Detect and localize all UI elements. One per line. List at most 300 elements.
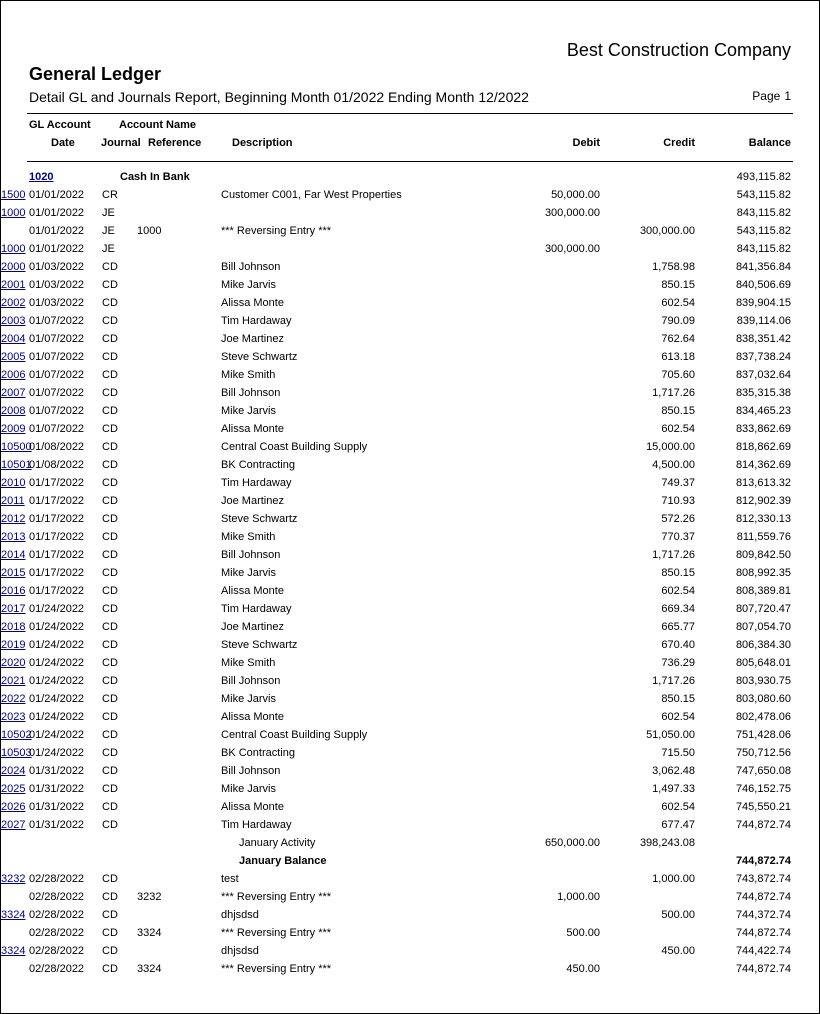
ledger-row xyxy=(1,963,819,981)
row-credit: 749.37 xyxy=(661,477,695,489)
row-balance: 839,114.06 xyxy=(736,315,791,327)
row-journal: JE xyxy=(102,243,115,255)
row-reference-link[interactable]: 2001 xyxy=(1,279,26,291)
col-header-account-name: Account Name xyxy=(119,119,197,131)
row-description: Alissa Monte xyxy=(221,801,284,813)
row-date: 01/17/2022 xyxy=(29,531,85,543)
row-journal: CD xyxy=(102,891,118,903)
row-date: 01/24/2022 xyxy=(29,621,85,633)
row-debit: 1,000.00 xyxy=(557,891,600,903)
row-credit: 15,000.00 xyxy=(646,441,695,453)
row-journal: CD xyxy=(102,675,118,687)
row-description: Bill Johnson xyxy=(221,387,281,399)
row-journal: CD xyxy=(102,801,118,813)
row-date: 01/08/2022 xyxy=(29,459,85,471)
row-credit: 736.29 xyxy=(661,657,695,669)
ledger-row xyxy=(1,585,819,603)
row-description: Mike Jarvis xyxy=(221,405,277,417)
header-divider-top xyxy=(27,113,793,114)
row-journal: JE xyxy=(102,225,115,237)
ledger-row xyxy=(1,783,819,801)
ledger-row xyxy=(1,675,819,693)
row-date: 01/07/2022 xyxy=(29,351,85,363)
row-credit: 770.37 xyxy=(661,531,695,543)
row-balance: 745,550.21 xyxy=(735,801,791,813)
row-journal: CD xyxy=(102,279,118,291)
row-credit: 613.18 xyxy=(661,351,695,363)
ledger-row xyxy=(1,243,819,261)
row-date: 01/03/2022 xyxy=(29,261,85,273)
row-date: 01/24/2022 xyxy=(29,675,85,687)
ledger-row xyxy=(1,441,819,459)
row-balance: 812,902.39 xyxy=(735,495,791,507)
ledger-row xyxy=(1,315,819,333)
row-credit: 572.26 xyxy=(661,513,695,525)
col-header-gl-account: GL Account xyxy=(29,119,91,131)
row-credit: 1,717.26 xyxy=(652,549,695,561)
row-date: 01/31/2022 xyxy=(29,801,85,813)
row-description: Joe Martinez xyxy=(221,333,284,345)
page-number: 1 xyxy=(784,89,791,103)
row-date: 01/17/2022 xyxy=(29,513,85,525)
january-activity-credit: 398,243.08 xyxy=(639,837,695,849)
row-debit: 300,000.00 xyxy=(544,207,600,219)
row-reference-link[interactable]: 2015 xyxy=(1,567,26,579)
ledger-row xyxy=(1,711,819,729)
row-credit: 850.15 xyxy=(661,405,695,417)
row-date: 01/17/2022 xyxy=(29,495,85,507)
row-date: 01/17/2022 xyxy=(29,567,85,579)
row-balance: 747,650.08 xyxy=(735,765,791,777)
row-debit: 450.00 xyxy=(566,963,600,975)
row-reference-link[interactable]: 2007 xyxy=(1,387,26,399)
row-balance: 802,478.06 xyxy=(735,711,791,723)
row-journal: CD xyxy=(102,621,118,633)
row-description: Mike Jarvis xyxy=(221,567,277,579)
row-date: 01/24/2022 xyxy=(29,657,85,669)
ledger-row xyxy=(1,909,819,927)
row-journal: CD xyxy=(102,585,118,597)
row-journal: CD xyxy=(102,423,118,435)
row-description: Tim Hardaway xyxy=(221,315,292,327)
january-activity-row xyxy=(1,837,819,855)
row-description: Steve Schwartz xyxy=(221,639,298,651)
row-reference-link[interactable]: 2012 xyxy=(1,513,26,525)
row-balance: 811,559.76 xyxy=(736,531,791,543)
account-number-link[interactable]: 1020 xyxy=(29,171,54,183)
row-credit: 300,000.00 xyxy=(639,225,695,237)
col-header-description: Description xyxy=(232,137,293,149)
ledger-row xyxy=(1,531,819,549)
row-description: Mike Smith xyxy=(221,657,276,669)
row-balance: 746,152.75 xyxy=(735,783,791,795)
row-balance: 744,872.74 xyxy=(735,927,791,939)
row-journal: CD xyxy=(102,477,118,489)
row-balance: 809,842.50 xyxy=(735,549,791,561)
row-reference: 1000 xyxy=(137,225,162,237)
row-reference-link[interactable]: 3324 xyxy=(1,909,26,921)
row-credit: 677.47 xyxy=(661,819,695,831)
row-debit: 300,000.00 xyxy=(544,243,600,255)
row-journal: CD xyxy=(102,783,118,795)
january-balance-row xyxy=(1,855,819,873)
row-date: 01/07/2022 xyxy=(29,387,85,399)
row-reference: 3324 xyxy=(137,963,162,975)
row-reference-link[interactable]: 2009 xyxy=(1,423,26,435)
ledger-row xyxy=(1,657,819,675)
row-debit: 500.00 xyxy=(566,927,600,939)
january-balance-value: 744,872.74 xyxy=(735,855,791,867)
row-reference-link[interactable]: 10502 xyxy=(1,729,32,741)
row-credit: 51,050.00 xyxy=(646,729,695,741)
ledger-row xyxy=(1,621,819,639)
row-date: 01/31/2022 xyxy=(29,765,85,777)
row-balance: 744,872.74 xyxy=(735,819,791,831)
row-credit: 602.54 xyxy=(661,297,695,309)
row-balance: 805,648.01 xyxy=(735,657,791,669)
report-title: General Ledger xyxy=(29,64,162,84)
ledger-row xyxy=(1,747,819,765)
ledger-row xyxy=(1,873,819,891)
row-reference-link[interactable]: 2025 xyxy=(1,783,26,795)
row-balance: 744,872.74 xyxy=(735,891,791,903)
row-description: Mike Jarvis xyxy=(221,279,277,291)
row-journal: CD xyxy=(102,333,118,345)
row-reference-link[interactable]: 2027 xyxy=(1,819,26,831)
row-reference: 3232 xyxy=(137,891,162,903)
row-journal: CD xyxy=(102,873,118,885)
row-date: 02/28/2022 xyxy=(29,927,85,939)
row-balance: 837,032.64 xyxy=(735,369,791,381)
row-reference-link[interactable]: 2014 xyxy=(1,549,26,561)
row-journal: CD xyxy=(102,639,118,651)
row-balance: 803,930.75 xyxy=(735,675,791,687)
row-credit: 850.15 xyxy=(661,279,695,291)
row-journal: CD xyxy=(102,387,118,399)
row-credit: 1,717.26 xyxy=(652,675,695,687)
ledger-row xyxy=(1,207,819,225)
row-date: 01/01/2022 xyxy=(29,225,85,237)
row-balance: 838,351.42 xyxy=(735,333,791,345)
row-description: Mike Smith xyxy=(221,369,276,381)
row-date: 01/03/2022 xyxy=(29,297,85,309)
row-credit: 715.50 xyxy=(661,747,695,759)
row-date: 01/31/2022 xyxy=(29,783,85,795)
row-date: 02/28/2022 xyxy=(29,909,85,921)
row-description: Mike Jarvis xyxy=(221,783,277,795)
row-date: 02/28/2022 xyxy=(29,963,85,975)
row-journal: CD xyxy=(102,567,118,579)
row-date: 01/01/2022 xyxy=(29,189,85,201)
row-credit: 710.93 xyxy=(661,495,695,507)
row-journal: CD xyxy=(102,819,118,831)
row-journal: CD xyxy=(102,657,118,669)
ledger-row xyxy=(1,423,819,441)
row-journal: CD xyxy=(102,729,118,741)
row-credit: 1,717.26 xyxy=(652,387,695,399)
row-description: BK Contracting xyxy=(221,747,295,759)
row-journal: CD xyxy=(102,747,118,759)
ledger-row xyxy=(1,513,819,531)
row-date: 01/24/2022 xyxy=(29,603,85,615)
row-reference-link[interactable]: 1000 xyxy=(1,243,26,255)
row-description: Bill Johnson xyxy=(221,765,281,777)
row-balance: 813,613.32 xyxy=(735,477,791,489)
row-description: Alissa Monte xyxy=(221,423,284,435)
row-reference-link[interactable]: 2024 xyxy=(1,765,26,777)
row-credit: 1,000.00 xyxy=(652,873,695,885)
row-date: 01/01/2022 xyxy=(29,207,85,219)
row-balance: 841,356.84 xyxy=(735,261,791,273)
row-credit: 602.54 xyxy=(661,711,695,723)
row-reference-link[interactable]: 2008 xyxy=(1,405,26,417)
row-credit: 450.00 xyxy=(661,945,695,957)
row-reference-link[interactable]: 1000 xyxy=(1,207,26,219)
col-header-balance: Balance xyxy=(748,137,791,149)
row-date: 01/07/2022 xyxy=(29,333,85,345)
row-credit: 602.54 xyxy=(661,423,695,435)
row-description: BK Contracting xyxy=(221,459,295,471)
row-credit: 602.54 xyxy=(661,801,695,813)
january-balance-label: January Balance xyxy=(239,855,327,867)
account-name: Cash In Bank xyxy=(120,171,190,183)
row-credit: 1,758.98 xyxy=(652,261,695,273)
row-description: dhjsdsd xyxy=(221,945,259,957)
row-description: Joe Martinez xyxy=(221,621,284,633)
row-balance: 812,330.13 xyxy=(735,513,791,525)
row-reference-link[interactable]: 3232 xyxy=(1,873,26,885)
row-balance: 808,389.81 xyxy=(735,585,791,597)
row-journal: CD xyxy=(102,405,118,417)
row-balance: 750,712.56 xyxy=(735,747,791,759)
row-credit: 850.15 xyxy=(661,567,695,579)
row-reference-link[interactable]: 2006 xyxy=(1,369,26,381)
row-journal: CD xyxy=(102,927,118,939)
ledger-row xyxy=(1,693,819,711)
row-journal: CD xyxy=(102,495,118,507)
row-balance: 807,720.47 xyxy=(735,603,791,615)
row-balance: 833,862.69 xyxy=(735,423,791,435)
row-reference-link[interactable]: 2023 xyxy=(1,711,26,723)
row-balance: 837,738.24 xyxy=(735,351,791,363)
row-description: Central Coast Building Supply xyxy=(221,441,368,453)
row-balance: 839,904.15 xyxy=(735,297,791,309)
row-balance: 803,080.60 xyxy=(735,693,791,705)
page-indicator xyxy=(752,89,791,103)
row-description: Steve Schwartz xyxy=(221,513,298,525)
row-credit: 669.34 xyxy=(661,603,695,615)
row-description: Customer C001, Far West Properties xyxy=(221,189,402,201)
row-description: Steve Schwartz xyxy=(221,351,298,363)
row-journal: CD xyxy=(102,459,118,471)
ledger-row xyxy=(1,189,819,207)
ledger-row xyxy=(1,729,819,747)
row-description: *** Reversing Entry *** xyxy=(221,963,332,975)
opening-balance: 493,115.82 xyxy=(736,171,791,183)
row-credit: 762.64 xyxy=(661,333,695,345)
row-reference-link[interactable]: 3324 xyxy=(1,945,26,957)
row-journal: CD xyxy=(102,711,118,723)
row-journal: CD xyxy=(102,531,118,543)
row-reference-link[interactable]: 2021 xyxy=(1,675,26,687)
row-description: Bill Johnson xyxy=(221,261,281,273)
row-journal: CD xyxy=(102,945,118,957)
ledger-row xyxy=(1,819,819,837)
row-reference-link[interactable]: 2016 xyxy=(1,585,26,597)
row-description: Tim Hardaway xyxy=(221,477,292,489)
row-date: 01/07/2022 xyxy=(29,369,85,381)
row-description: Tim Hardaway xyxy=(221,819,292,831)
page-label: Page xyxy=(752,89,781,103)
company-name: Best Construction Company xyxy=(566,40,791,60)
row-reference-link[interactable]: 2017 xyxy=(1,603,26,615)
row-reference-link[interactable]: 2010 xyxy=(1,477,26,489)
january-activity-debit: 650,000.00 xyxy=(544,837,600,849)
row-date: 01/17/2022 xyxy=(29,549,85,561)
report-subtitle: Detail GL and Journals Report, Beginning Month 01/2022 Ending Month 12/2022 xyxy=(29,89,529,105)
row-reference-link[interactable]: 2005 xyxy=(1,351,26,363)
row-description: Mike Smith xyxy=(221,531,276,543)
row-credit: 670.40 xyxy=(661,639,695,651)
ledger-row xyxy=(1,261,819,279)
row-journal: CD xyxy=(102,351,118,363)
row-description: *** Reversing Entry *** xyxy=(221,225,332,237)
ledger-row xyxy=(1,801,819,819)
row-credit: 602.54 xyxy=(661,585,695,597)
ledger-row xyxy=(1,297,819,315)
row-description: Bill Johnson xyxy=(221,549,281,561)
header-divider-bottom xyxy=(27,161,793,162)
row-credit: 1,497.33 xyxy=(652,783,695,795)
ledger-row xyxy=(1,603,819,621)
row-reference-link[interactable]: 2002 xyxy=(1,297,26,309)
ledger-row xyxy=(1,549,819,567)
row-reference-link[interactable]: 2000 xyxy=(1,261,26,273)
row-balance: 543,115.82 xyxy=(736,225,791,237)
row-date: 01/17/2022 xyxy=(29,585,85,597)
row-balance: 806,384.30 xyxy=(735,639,791,651)
row-description: Alissa Monte xyxy=(221,711,284,723)
row-description: Mike Jarvis xyxy=(221,693,277,705)
ledger-row xyxy=(1,927,819,945)
ledger-row xyxy=(1,333,819,351)
row-balance: 835,315.38 xyxy=(735,387,791,399)
row-balance: 744,872.74 xyxy=(735,963,791,975)
ledger-row xyxy=(1,639,819,657)
ledger-row xyxy=(1,369,819,387)
row-description: Central Coast Building Supply xyxy=(221,729,368,741)
row-description: dhjsdsd xyxy=(221,909,259,921)
row-balance: 808,992.35 xyxy=(735,567,791,579)
col-header-date: Date xyxy=(51,137,75,149)
row-date: 02/28/2022 xyxy=(29,891,85,903)
row-description: Alissa Monte xyxy=(221,585,284,597)
row-date: 01/07/2022 xyxy=(29,423,85,435)
row-journal: CD xyxy=(102,369,118,381)
row-reference-link[interactable]: 2004 xyxy=(1,333,26,345)
ledger-row xyxy=(1,405,819,423)
row-credit: 665.77 xyxy=(661,621,695,633)
row-journal: CD xyxy=(102,261,118,273)
row-reference: 3324 xyxy=(137,927,162,939)
row-balance: 543,115.82 xyxy=(736,189,791,201)
row-credit: 790.09 xyxy=(661,315,695,327)
row-reference-link[interactable]: 10503 xyxy=(1,747,32,759)
row-balance: 840,506.69 xyxy=(735,279,791,291)
row-description: Tim Hardaway xyxy=(221,603,292,615)
row-date: 01/07/2022 xyxy=(29,315,85,327)
row-date: 01/24/2022 xyxy=(29,747,85,759)
row-balance: 744,372.74 xyxy=(735,909,791,921)
row-journal: CD xyxy=(102,513,118,525)
row-date: 01/31/2022 xyxy=(29,819,85,831)
row-reference-link[interactable]: 2026 xyxy=(1,801,26,813)
row-description: Bill Johnson xyxy=(221,675,281,687)
row-credit: 3,062.48 xyxy=(652,765,695,777)
row-balance: 818,862.69 xyxy=(735,441,791,453)
row-description: Joe Martinez xyxy=(221,495,284,507)
row-credit: 500.00 xyxy=(661,909,695,921)
row-date: 01/24/2022 xyxy=(29,729,85,741)
ledger-row xyxy=(1,459,819,477)
row-reference-link[interactable]: 2022 xyxy=(1,693,26,705)
row-reference-link[interactable]: 2011 xyxy=(1,495,25,507)
row-description: Alissa Monte xyxy=(221,297,284,309)
row-credit: 4,500.00 xyxy=(652,459,695,471)
january-activity-label: January Activity xyxy=(239,837,316,849)
row-journal: CD xyxy=(102,441,118,453)
row-journal: CD xyxy=(102,297,118,309)
row-balance: 743,872.74 xyxy=(735,873,791,885)
row-reference-link[interactable]: 10501 xyxy=(1,459,32,471)
row-reference-link[interactable]: 2019 xyxy=(1,639,26,651)
row-balance: 744,422.74 xyxy=(735,945,791,957)
row-date: 01/07/2022 xyxy=(29,405,85,417)
row-date: 02/28/2022 xyxy=(29,873,85,885)
row-journal: CD xyxy=(102,963,118,975)
row-journal: CD xyxy=(102,909,118,921)
row-reference-link[interactable]: 2003 xyxy=(1,315,26,327)
row-reference-link[interactable]: 10500 xyxy=(1,441,32,453)
ledger-row xyxy=(1,945,819,963)
row-debit: 50,000.00 xyxy=(551,189,600,201)
ledger-row xyxy=(1,891,819,909)
row-credit: 850.15 xyxy=(661,693,695,705)
row-balance: 814,362.69 xyxy=(735,459,791,471)
row-date: 01/01/2022 xyxy=(29,243,85,255)
row-description: *** Reversing Entry *** xyxy=(221,891,332,903)
row-reference-link[interactable]: 2013 xyxy=(1,531,26,543)
row-balance: 834,465.23 xyxy=(735,405,791,417)
row-date: 01/24/2022 xyxy=(29,639,85,651)
ledger-row xyxy=(1,477,819,495)
row-reference-link[interactable]: 2020 xyxy=(1,657,26,669)
row-journal: JE xyxy=(102,207,115,219)
row-journal: CR xyxy=(102,189,118,201)
row-journal: CD xyxy=(102,315,118,327)
col-header-credit: Credit xyxy=(663,137,695,149)
ledger-row xyxy=(1,225,819,243)
row-date: 01/08/2022 xyxy=(29,441,85,453)
row-reference-link[interactable]: 2018 xyxy=(1,621,26,633)
row-journal: CD xyxy=(102,765,118,777)
row-balance: 843,115.82 xyxy=(736,207,791,219)
ledger-row xyxy=(1,279,819,297)
row-balance: 843,115.82 xyxy=(736,243,791,255)
row-reference-link[interactable]: 1500 xyxy=(1,189,26,201)
row-date: 01/03/2022 xyxy=(29,279,85,291)
ledger-row xyxy=(1,567,819,585)
